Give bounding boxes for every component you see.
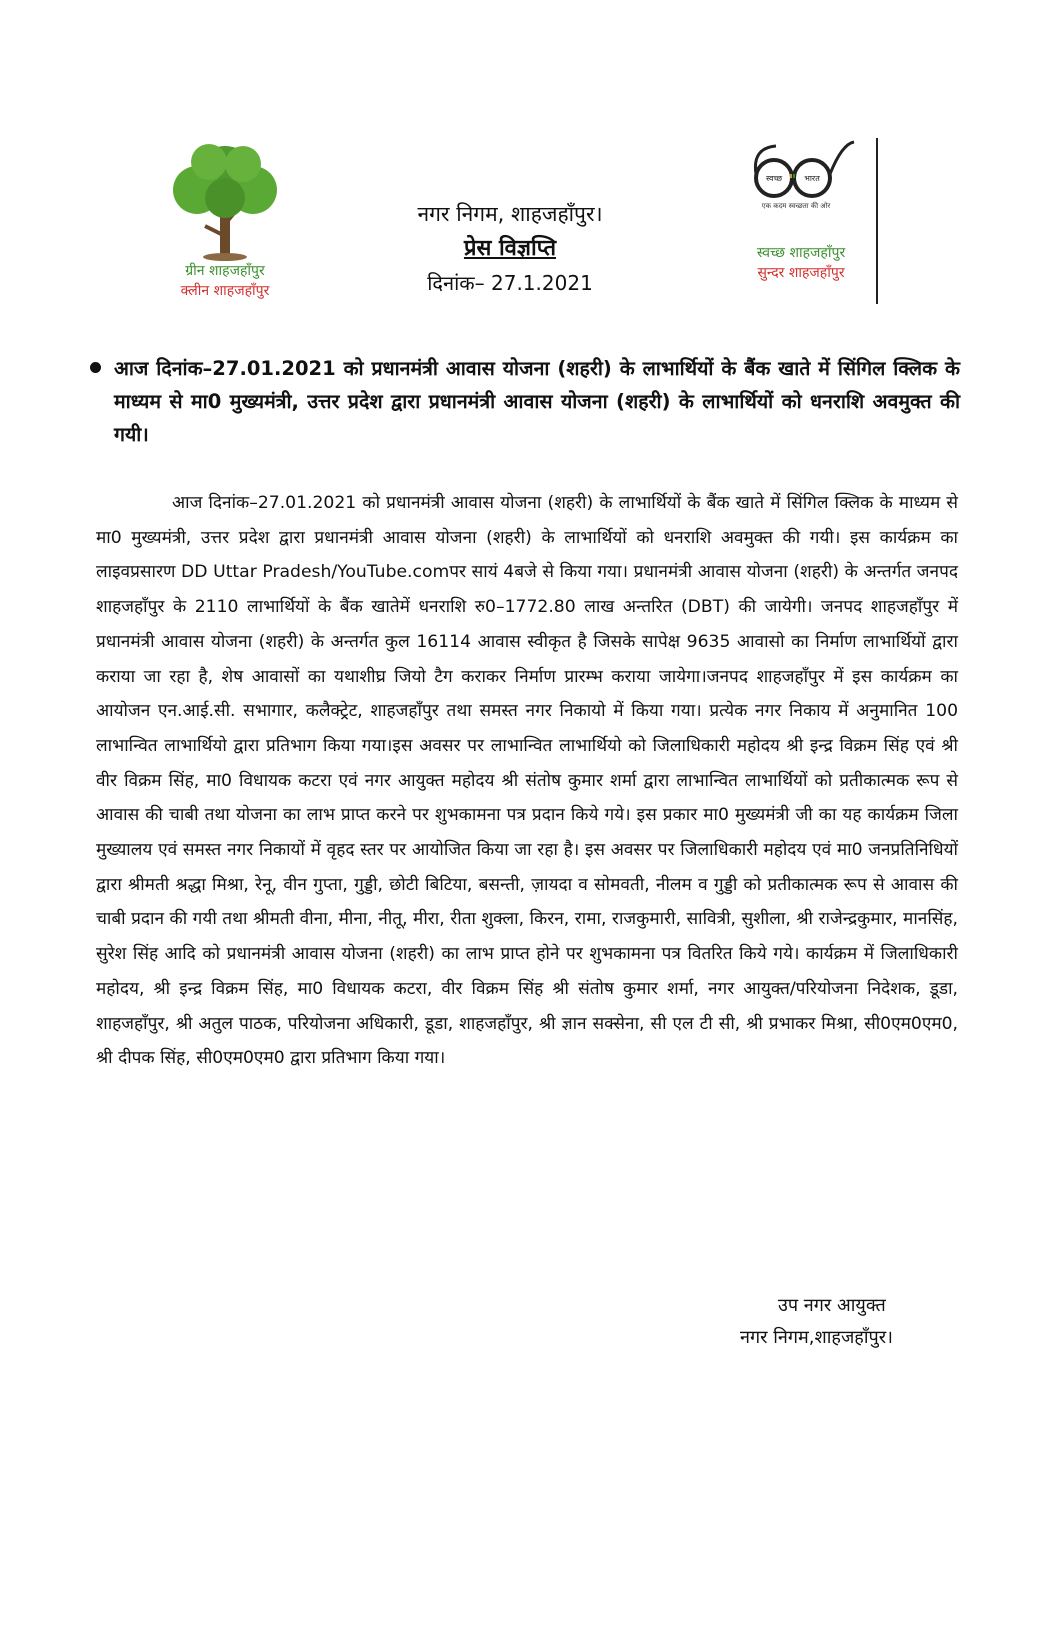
signatory-designation: उप नगर आयुक्त <box>778 1295 886 1316</box>
body-paragraph: आज दिनांक–27.01.2021 को प्रधानमंत्री आवास योजना (शहरी) के लाभार्थियों के बैंक खाते में सिंगिल क्लिक के माध्यम से मा0 मुख्यमंत्री, उत्तर प्रदेश द्वारा प्रधानमंत्री आवास योजना (शहरी) के लाभार्थियों को धनराशि अवमुक्त की गयी। इस कार्यक्रम का लाइवप्रसारण DD Uttar Pradesh/YouTube.comपर सायं 4बजे से किया गया। प्रधानमंत्री आवास योजना (शहरी) के अन्तर्गत जनपद शाहजहाँपुर के 2110 लाभार्थियों के बैंक खातेमें धनराशि रु0–1772.80 लाख अन्तरित (DBT) की जायेगी। जनपद शाहजहाँपुर में प्रधानमंत्री आवास योजना (शहरी) के अन्तर्गत कुल 16114 आवास स्वीकृत है जिसके सापेक्ष 9635 आवासो का निर्माण लाभार्थियों द्वारा कराया जा रहा है, शेष आवासों का यथाशीघ्र जियो टैग कराकर निर्माण प्रारम्भ कराया जायेगा।जनपद शाहजहाँपुर में इस कार्यक्रम का आयोजन एन.आई.सी. सभागार, कलैक्ट्रेट, शाहजहाँपुर तथा समस्त नगर निकायो में किया गया। प्रत्येक नगर निकाय में अनुमानित 100 लाभान्वित लाभार्थियो द्वारा प्रतिभाग किया गया।इस अवसर पर लाभान्वित लाभार्थियो को जिलाधिकारी महोदय श्री इन्द्र विक्रम सिंह एवं श्री वीर विक्रम सिंह, मा0 विधायक कटरा एवं नगर आयुक्त महोदय श्री संतोष कुमार शर्मा द्वारा लाभान्वित लाभार्थियों को प्रतीकात्मक रूप से आवास की चाबी तथा योजना का लाभ प्राप्त करने पर शुभकामना पत्र प्रदान किये गये। इस प्रकार मा0 मुख्यमंत्री जी का यह कार्यक्रम जिला मुख्यालय एवं समस्त नगर निकायों में वृहद स्तर पर आयोजित किया जा रहा है। इस अवसर पर जिलाधिकारी महोदय एवं मा0 जनप्रतिनिधियों द्वारा श्रीमती श्रद्धा मिश्रा, रेनू, वीन गुप्ता, गुड्डी, छोटी बिटिया, बसन्ती, ज़ायदा व सोमवती, नीलम व गुड्डी को प्रतीकात्मक रूप से आवास की चाबी प्रदान की गयी तथा श्रीमती वीना, मीना, नीतू, मीरा, रीता शुक्ला, किरन, रामा, राजकुमारी, सावित्री, सुशीला, श्री राजेन्द्रकुमार, मानसिंह, सुरेश सिंह आदि को प्रधानमंत्री आवास योजना (शहरी) का लाभ प्राप्त होने पर शुभकामना पत्र वितरित किये गये। कार्यक्रम में जिलाधिकारी महोदय, श्री इन्द्र विक्रम सिंह, मा0 विधायक कटरा, वीर विक्रम सिंह श्री संतोष कुमार शर्मा, नगर आयुक्त/परियोजना निदेशक, डूडा, शाहजहाँपुर, श्री अतुल पाठक, परियोजना अधिकारी, डूडा, शाहजहाँपुर, श्री ज्ञान सक्सेना, सी एल टी सी, श्री प्रभाकर मिश्रा, सी0एम0एम0, श्री दीपक सिंह, सी0एम0एम0 द्वारा प्रतिभाग किया गया। <box>96 493 958 1069</box>
organization-name: नगर निगम, शाहजहाँपुर। <box>417 202 603 226</box>
headline-text: आज दिनांक–27.01.2021 को प्रधानमंत्री आवास योजना (शहरी) के लाभार्थियों के बैंक खाते में सिंगिल क्लिक के माध्यम से मा0 मुख्यमंत्री, उत्तर प्रदेश द्वारा प्रधानमंत्री आवास योजना (शहरी) के लाभार्थियों को धनराशि अवमुक्त की गयी। <box>114 357 960 446</box>
swachh-shahjahanpur-text: स्वच्छ शाहजहाँपुर <box>756 245 846 261</box>
headline-bullet <box>90 352 960 451</box>
clean-shahjahanpur-text: क्लीन शाहजहाँपुर <box>180 283 270 299</box>
header-divider <box>876 138 878 304</box>
sundar-shahjahanpur-text: सुन्दर शाहजहाँपुर <box>757 265 845 281</box>
glass-left-text: स्वच्छ <box>765 174 783 183</box>
swachh-bharat-logo <box>746 138 886 308</box>
release-date: दिनांक– 27.1.2021 <box>427 271 593 295</box>
green-shahjahanpur-logo <box>150 140 300 310</box>
signatory-office: नगर निगम,शाहजहाँपुर। <box>740 1327 893 1348</box>
bullet-icon <box>90 362 101 373</box>
document-header <box>360 200 660 298</box>
signature-block <box>740 1290 960 1354</box>
swachh-bharat-tagline: एक कदम स्वच्छता की ओर <box>761 202 831 210</box>
tree-icon <box>150 140 300 262</box>
press-release-title: प्रेस विज्ञप्ति <box>463 236 557 261</box>
glass-right-text: भारत <box>804 174 820 183</box>
green-shahjahanpur-text: ग्रीन शाहजहाँपुर <box>185 263 265 279</box>
